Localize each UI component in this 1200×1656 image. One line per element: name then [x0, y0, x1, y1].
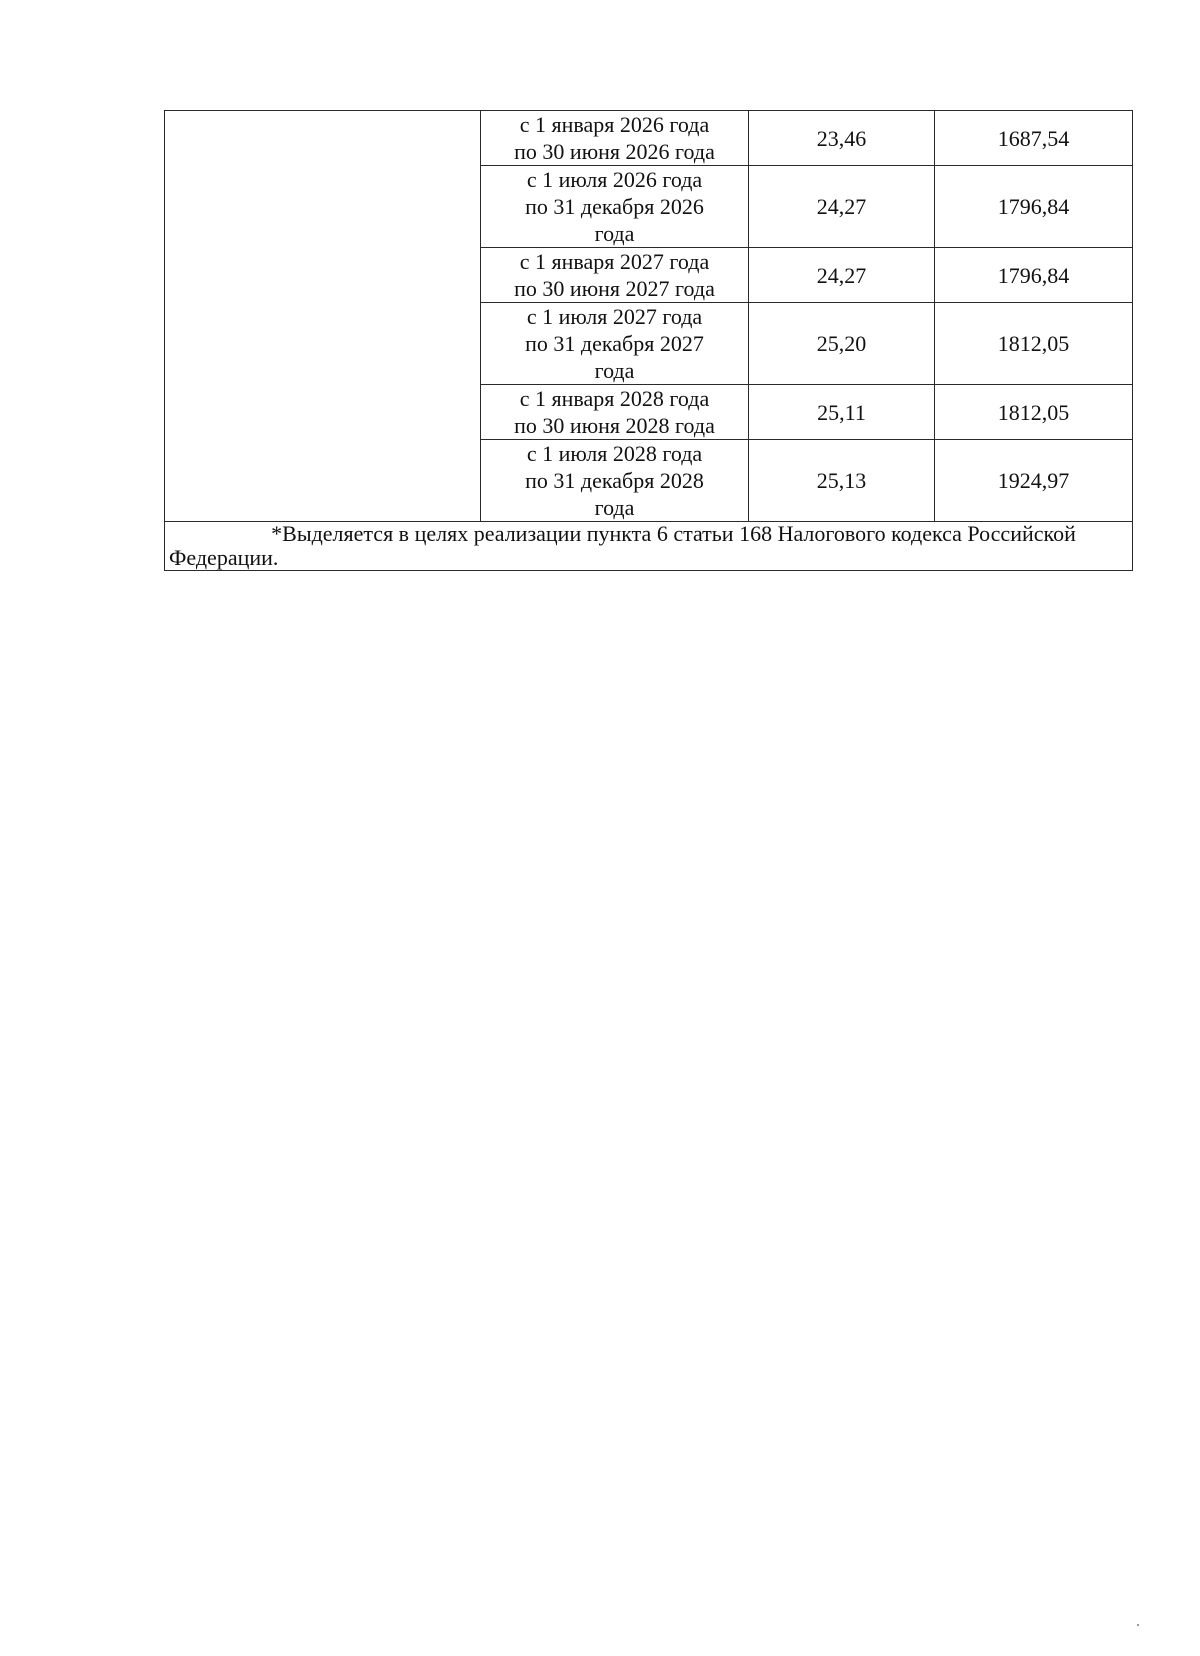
table-row [165, 111, 1133, 166]
amount-cell: 1924,97 [935, 440, 1133, 522]
period-cell [481, 166, 749, 248]
period-cell [481, 385, 749, 440]
amount-cell: 1812,05 [935, 303, 1133, 385]
rate-cell: 24,27 [749, 166, 935, 248]
scan-speck [1137, 1624, 1139, 1626]
period-end: по 30 июня 2026 года [514, 139, 715, 164]
rate-cell: 25,11 [749, 385, 935, 440]
rate-cell: 25,20 [749, 303, 935, 385]
period-cell [481, 440, 749, 522]
period-end: по 30 июня 2027 года [514, 276, 715, 301]
period-end: по 31 декабря 2026 [525, 194, 704, 219]
merged-empty-cell [165, 111, 481, 522]
period-start: с 1 января 2026 года [519, 112, 710, 137]
period-end: по 31 декабря 2028 [525, 468, 704, 493]
footnote-row [165, 522, 1133, 571]
amount-cell: 1796,84 [935, 248, 1133, 303]
period-end-suffix: года [594, 495, 635, 520]
amount-cell: 1812,05 [935, 385, 1133, 440]
tariff-table [164, 110, 1133, 571]
rate-cell: 23,46 [749, 111, 935, 166]
period-cell [481, 111, 749, 166]
period-start: с 1 июля 2027 года [526, 304, 703, 329]
footnote-text: *Выделяется в целях реализации пункта 6 статьи 168 Налогового кодекса Российской Федерации. [169, 521, 1076, 570]
period-end-suffix: года [594, 221, 635, 246]
period-cell [481, 248, 749, 303]
period-start: с 1 января 2027 года [519, 249, 710, 274]
rate-cell: 24,27 [749, 248, 935, 303]
period-cell [481, 303, 749, 385]
period-start: с 1 июля 2026 года [526, 167, 703, 192]
period-end: по 30 июня 2028 года [514, 413, 715, 438]
amount-cell: 1687,54 [935, 111, 1133, 166]
period-start: с 1 июля 2028 года [526, 441, 703, 466]
period-end: по 31 декабря 2027 [525, 331, 704, 356]
footnote-cell [165, 522, 1133, 571]
rate-cell: 25,13 [749, 440, 935, 522]
period-end-suffix: года [594, 358, 635, 383]
period-start: с 1 января 2028 года [519, 386, 710, 411]
amount-cell: 1796,84 [935, 166, 1133, 248]
